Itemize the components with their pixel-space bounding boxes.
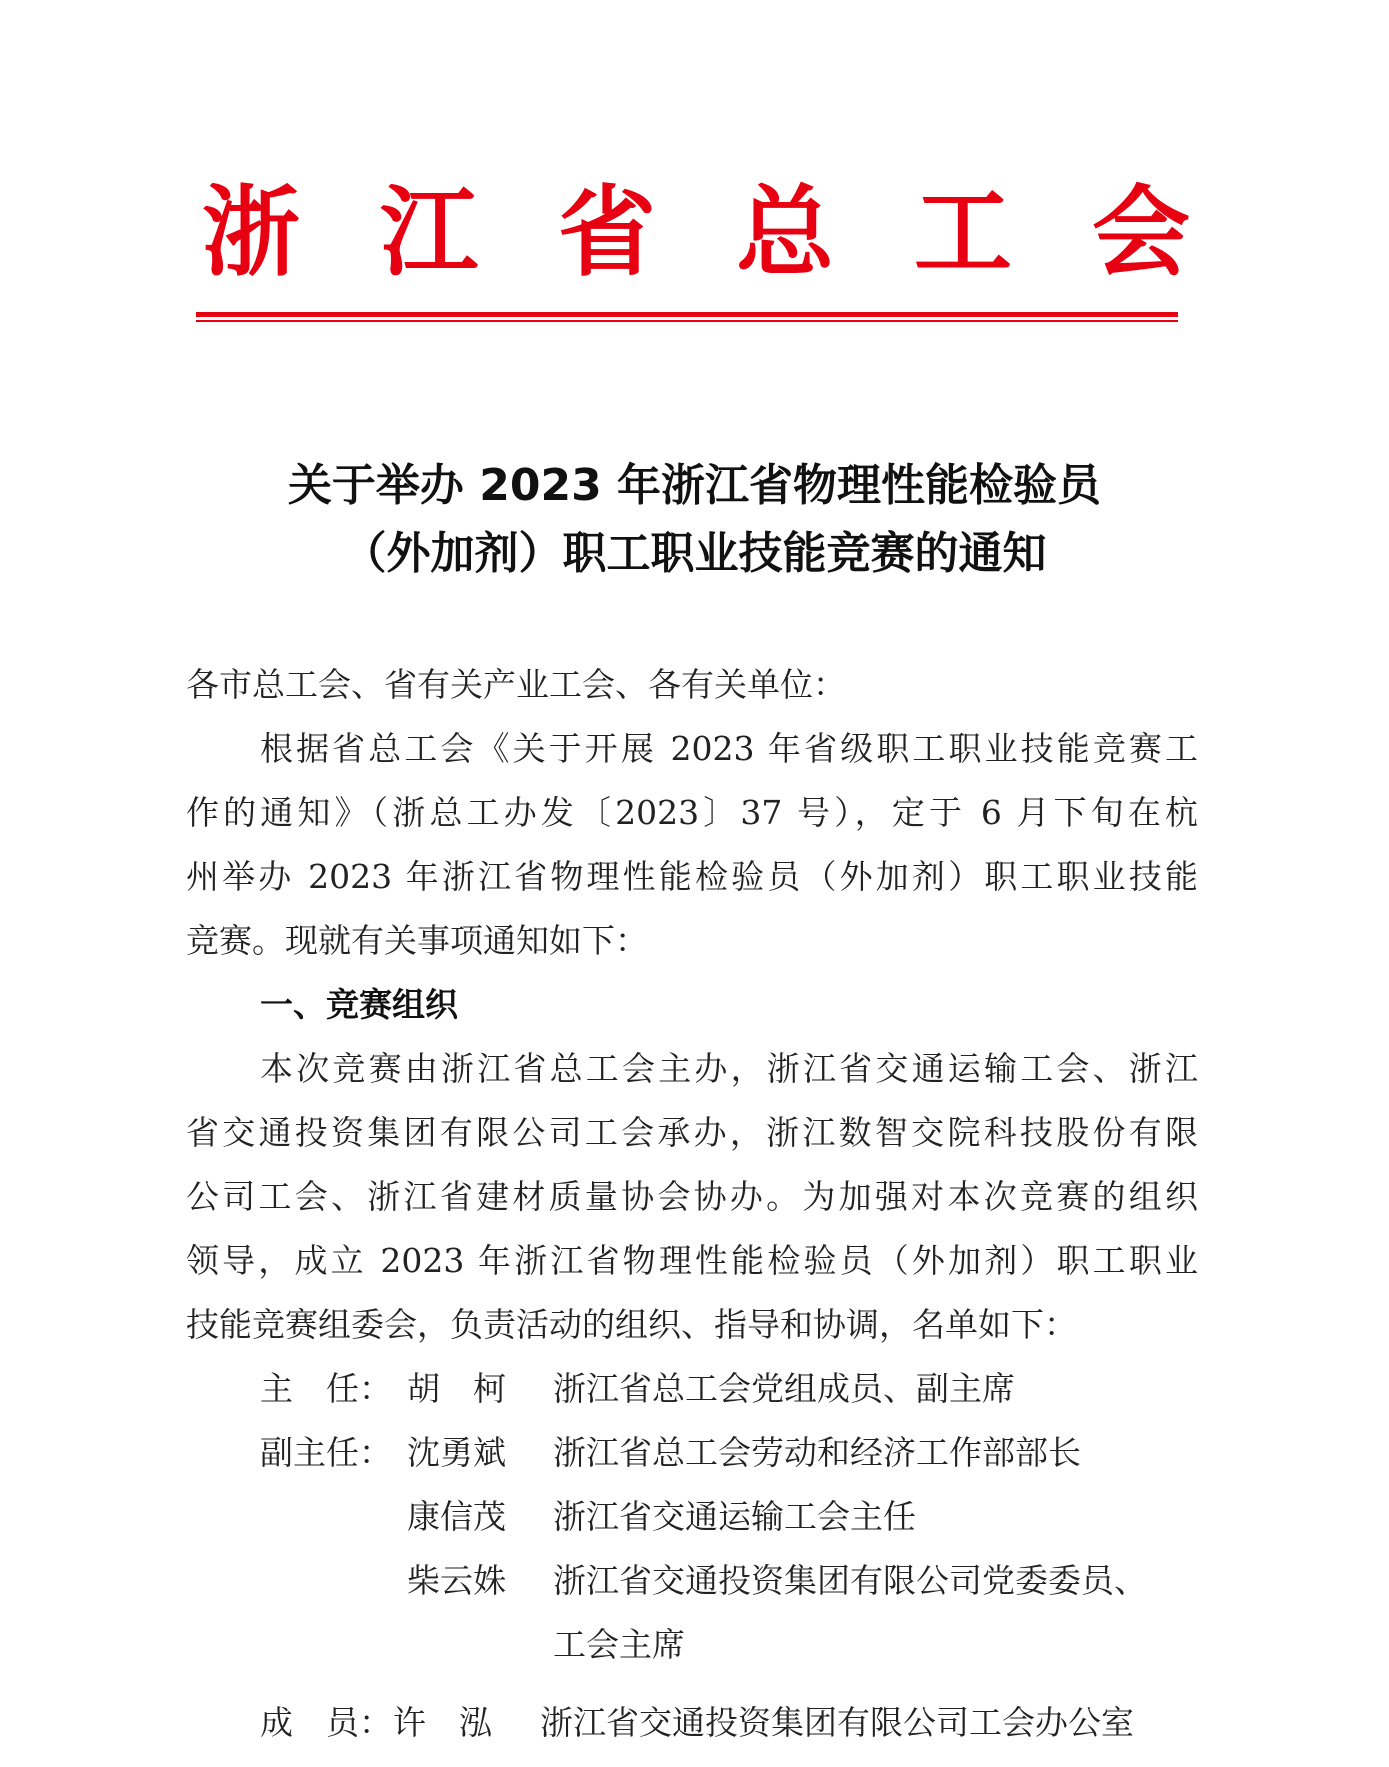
- masthead-char: 浙: [201, 176, 300, 290]
- committee-title: 浙江省交通投资集团有限公司党委委员、: [553, 1561, 1147, 1600]
- committee-title: 浙江省交通投资集团有限公司工会办公室: [540, 1703, 1134, 1742]
- committee-name: 柴云姝: [407, 1561, 506, 1600]
- red-divider: [196, 312, 1178, 317]
- paragraph-line: 作的通知》（浙总工办发〔2023〕37 号），定于 6 月下旬在杭: [186, 793, 1198, 832]
- paragraph-line: 公司工会、浙江省建材质量协会协办。为加强对本次竞赛的组织: [186, 1177, 1198, 1216]
- paragraph-line: 领导，成立 2023 年浙江省物理性能检验员（外加剂）职工职业: [186, 1241, 1198, 1280]
- paragraph-line: 技能竞赛组委会，负责活动的组织、指导和协调，名单如下：: [186, 1305, 1077, 1344]
- masthead-char: 会: [1091, 176, 1190, 290]
- masthead-char: 工: [913, 176, 1012, 290]
- committee-role: 成 员：: [260, 1703, 392, 1742]
- paragraph-line: 州举办 2023 年浙江省物理性能检验员（外加剂）职工职业技能: [186, 857, 1198, 896]
- salutation: 各市总工会、省有关产业工会、各有关单位：: [186, 665, 846, 704]
- paragraph-line: 省交通投资集团有限公司工会承办，浙江数智交院科技股份有限: [186, 1113, 1198, 1152]
- paragraph-line: 本次竞赛由浙江省总工会主办，浙江省交通运输工会、浙江: [260, 1049, 1198, 1088]
- committee-name: 胡 柯: [407, 1369, 506, 1408]
- document-title-line-2: （外加剂）职工职业技能竞赛的通知: [342, 528, 1047, 579]
- committee-title: 浙江省总工会劳动和经济工作部部长: [553, 1433, 1081, 1472]
- masthead-char: 省: [557, 176, 656, 290]
- red-divider-thin: [196, 320, 1178, 322]
- section-heading: 一、竞赛组织: [260, 985, 458, 1024]
- document-title-line-1: 关于举办 2023 年浙江省物理性能检验员: [287, 460, 1102, 511]
- committee-title: 工会主席: [553, 1625, 685, 1664]
- committee-role: 副主任：: [260, 1433, 392, 1472]
- paragraph-line: 根据省总工会《关于开展 2023 年省级职工职业技能竞赛工: [260, 729, 1198, 768]
- committee-role: 主 任：: [260, 1369, 392, 1408]
- paragraph-line: 竞赛。现就有关事项通知如下：: [186, 921, 648, 960]
- committee-title: 浙江省交通运输工会主任: [553, 1497, 916, 1536]
- committee-name: 沈勇斌: [407, 1433, 506, 1472]
- masthead-char: 总: [735, 176, 834, 290]
- committee-title: 浙江省总工会党组成员、副主席: [553, 1369, 1015, 1408]
- committee-name: 许 泓: [393, 1703, 492, 1742]
- masthead: [196, 178, 1196, 288]
- committee-name: 康信茂: [407, 1497, 506, 1536]
- masthead-char: 江: [379, 176, 478, 290]
